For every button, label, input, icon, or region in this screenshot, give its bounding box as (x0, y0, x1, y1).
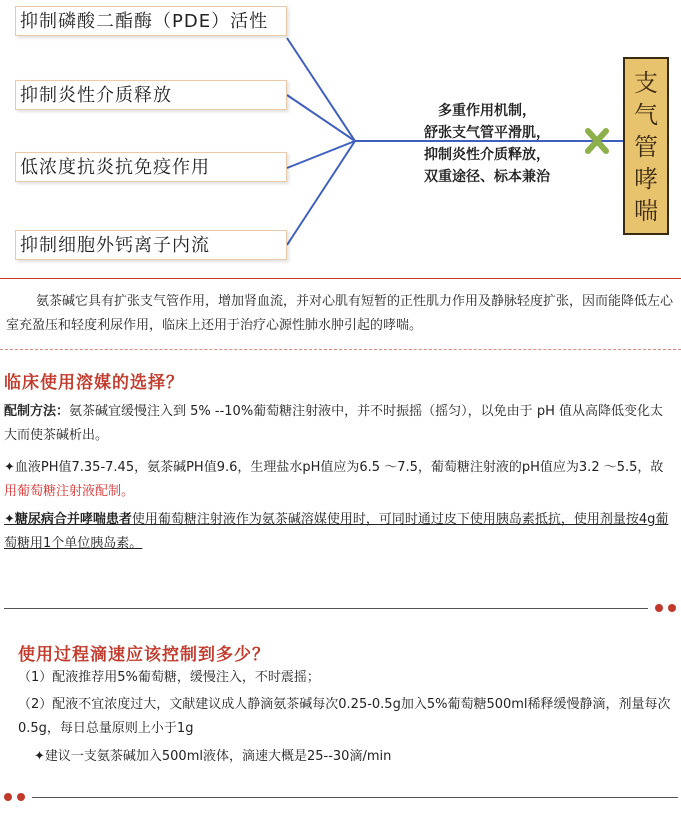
method-text: 氨茶碱宜缓慢注入到 5% --10%葡萄糖注射液中，并不时振摇（摇匀），以免由于 pH 值从高降低变化太大而使茶碱析出。 (4, 404, 663, 443)
diabetes-paragraph (0, 508, 681, 556)
item2-paragraph: （2）配液不宜浓度过大，文献建议成人静滴氨茶碱每次0.25-0.5g加入5%葡萄糖500ml稀释缓慢静滴，剂量每次0.5g，每日总量原则上小于1g (18, 697, 671, 736)
ph-text: ✦血液PH值7.35-7.45，氨茶碱PH值9.6，生理盐水pH值应为6.5 ～7.5，葡萄糖注射液的pH值应为3.2 ～5.5，故 (4, 460, 664, 475)
method-label: 配制方法： (4, 404, 70, 419)
mechanism-box-4: 抑制细胞外钙离子内流 (15, 230, 287, 260)
divider-dashed (0, 349, 681, 350)
mechanism-box-1: 抑制磷酸二酯酶（PDE）活性 (15, 6, 287, 36)
ph-highlight: 用葡萄糖注射液配制。 (4, 484, 135, 499)
tip-paragraph: ✦建议一支氨茶碱加入500ml液体，滴速大概是25--30滴/min (34, 749, 392, 764)
summary-line: 抑制炎性介质释放， (424, 147, 550, 163)
ph-paragraph (0, 456, 681, 504)
mechanism-box-2: 抑制炎性介质释放 (15, 80, 287, 110)
target-char: 管 (634, 133, 658, 161)
connector-line-2 (287, 95, 355, 141)
divider-dot (655, 604, 663, 612)
target-box-asthma (623, 57, 669, 235)
target-char: 喘 (634, 197, 658, 225)
divider-section2-top (4, 608, 648, 609)
divider-dot (17, 793, 25, 801)
item1-paragraph: （1）配液推荐用5%葡萄糖，缓慢注入，不时震摇； (18, 670, 320, 685)
section2-title: 使用过程滴速应该控制到多少？ (18, 645, 270, 665)
target-char: 支 (634, 69, 658, 97)
mechanism-box-3: 低浓度抗炎抗免疫作用 (15, 152, 287, 182)
connector-line-1 (287, 38, 355, 141)
section1-title: 临床使用溶媒的选择？ (4, 373, 184, 393)
mechanism-summary (392, 100, 582, 188)
summary-line: 双重途径、标本兼治 (424, 169, 550, 185)
method-paragraph (0, 400, 681, 448)
mechanism-diagram (0, 0, 681, 265)
divider-dot (668, 604, 676, 612)
diabetes-label: ✦糖尿病合并哮喘患者 (4, 512, 132, 527)
summary-line: 舒张支气管平滑肌， (424, 125, 550, 141)
target-char: 气 (634, 101, 658, 129)
connector-line-3 (287, 141, 355, 168)
target-char: 哮 (634, 165, 658, 193)
divider-top (0, 278, 681, 279)
divider-dot (4, 793, 12, 801)
divider-bottom (32, 797, 678, 798)
diabetes-text: 使用葡萄糖注射液作为氨茶碱溶媒使用时，可同时通过皮下使用胰岛素抵抗，使用剂量按4g葡萄糖用1个单位胰岛素。 (4, 512, 669, 551)
intro-paragraph: 氨茶碱它具有扩张支气管作用，增加肾血流，并对心肌有短暂的正性肌力作用及静脉轻度扩张，因而能降低左心室充盈压和轻度利尿作用，临床上还用于治疗心源性肺水肿引起的哮喘。 (6, 294, 674, 333)
summary-line: 多重作用机制， (438, 103, 536, 119)
connector-line-4 (287, 141, 355, 245)
